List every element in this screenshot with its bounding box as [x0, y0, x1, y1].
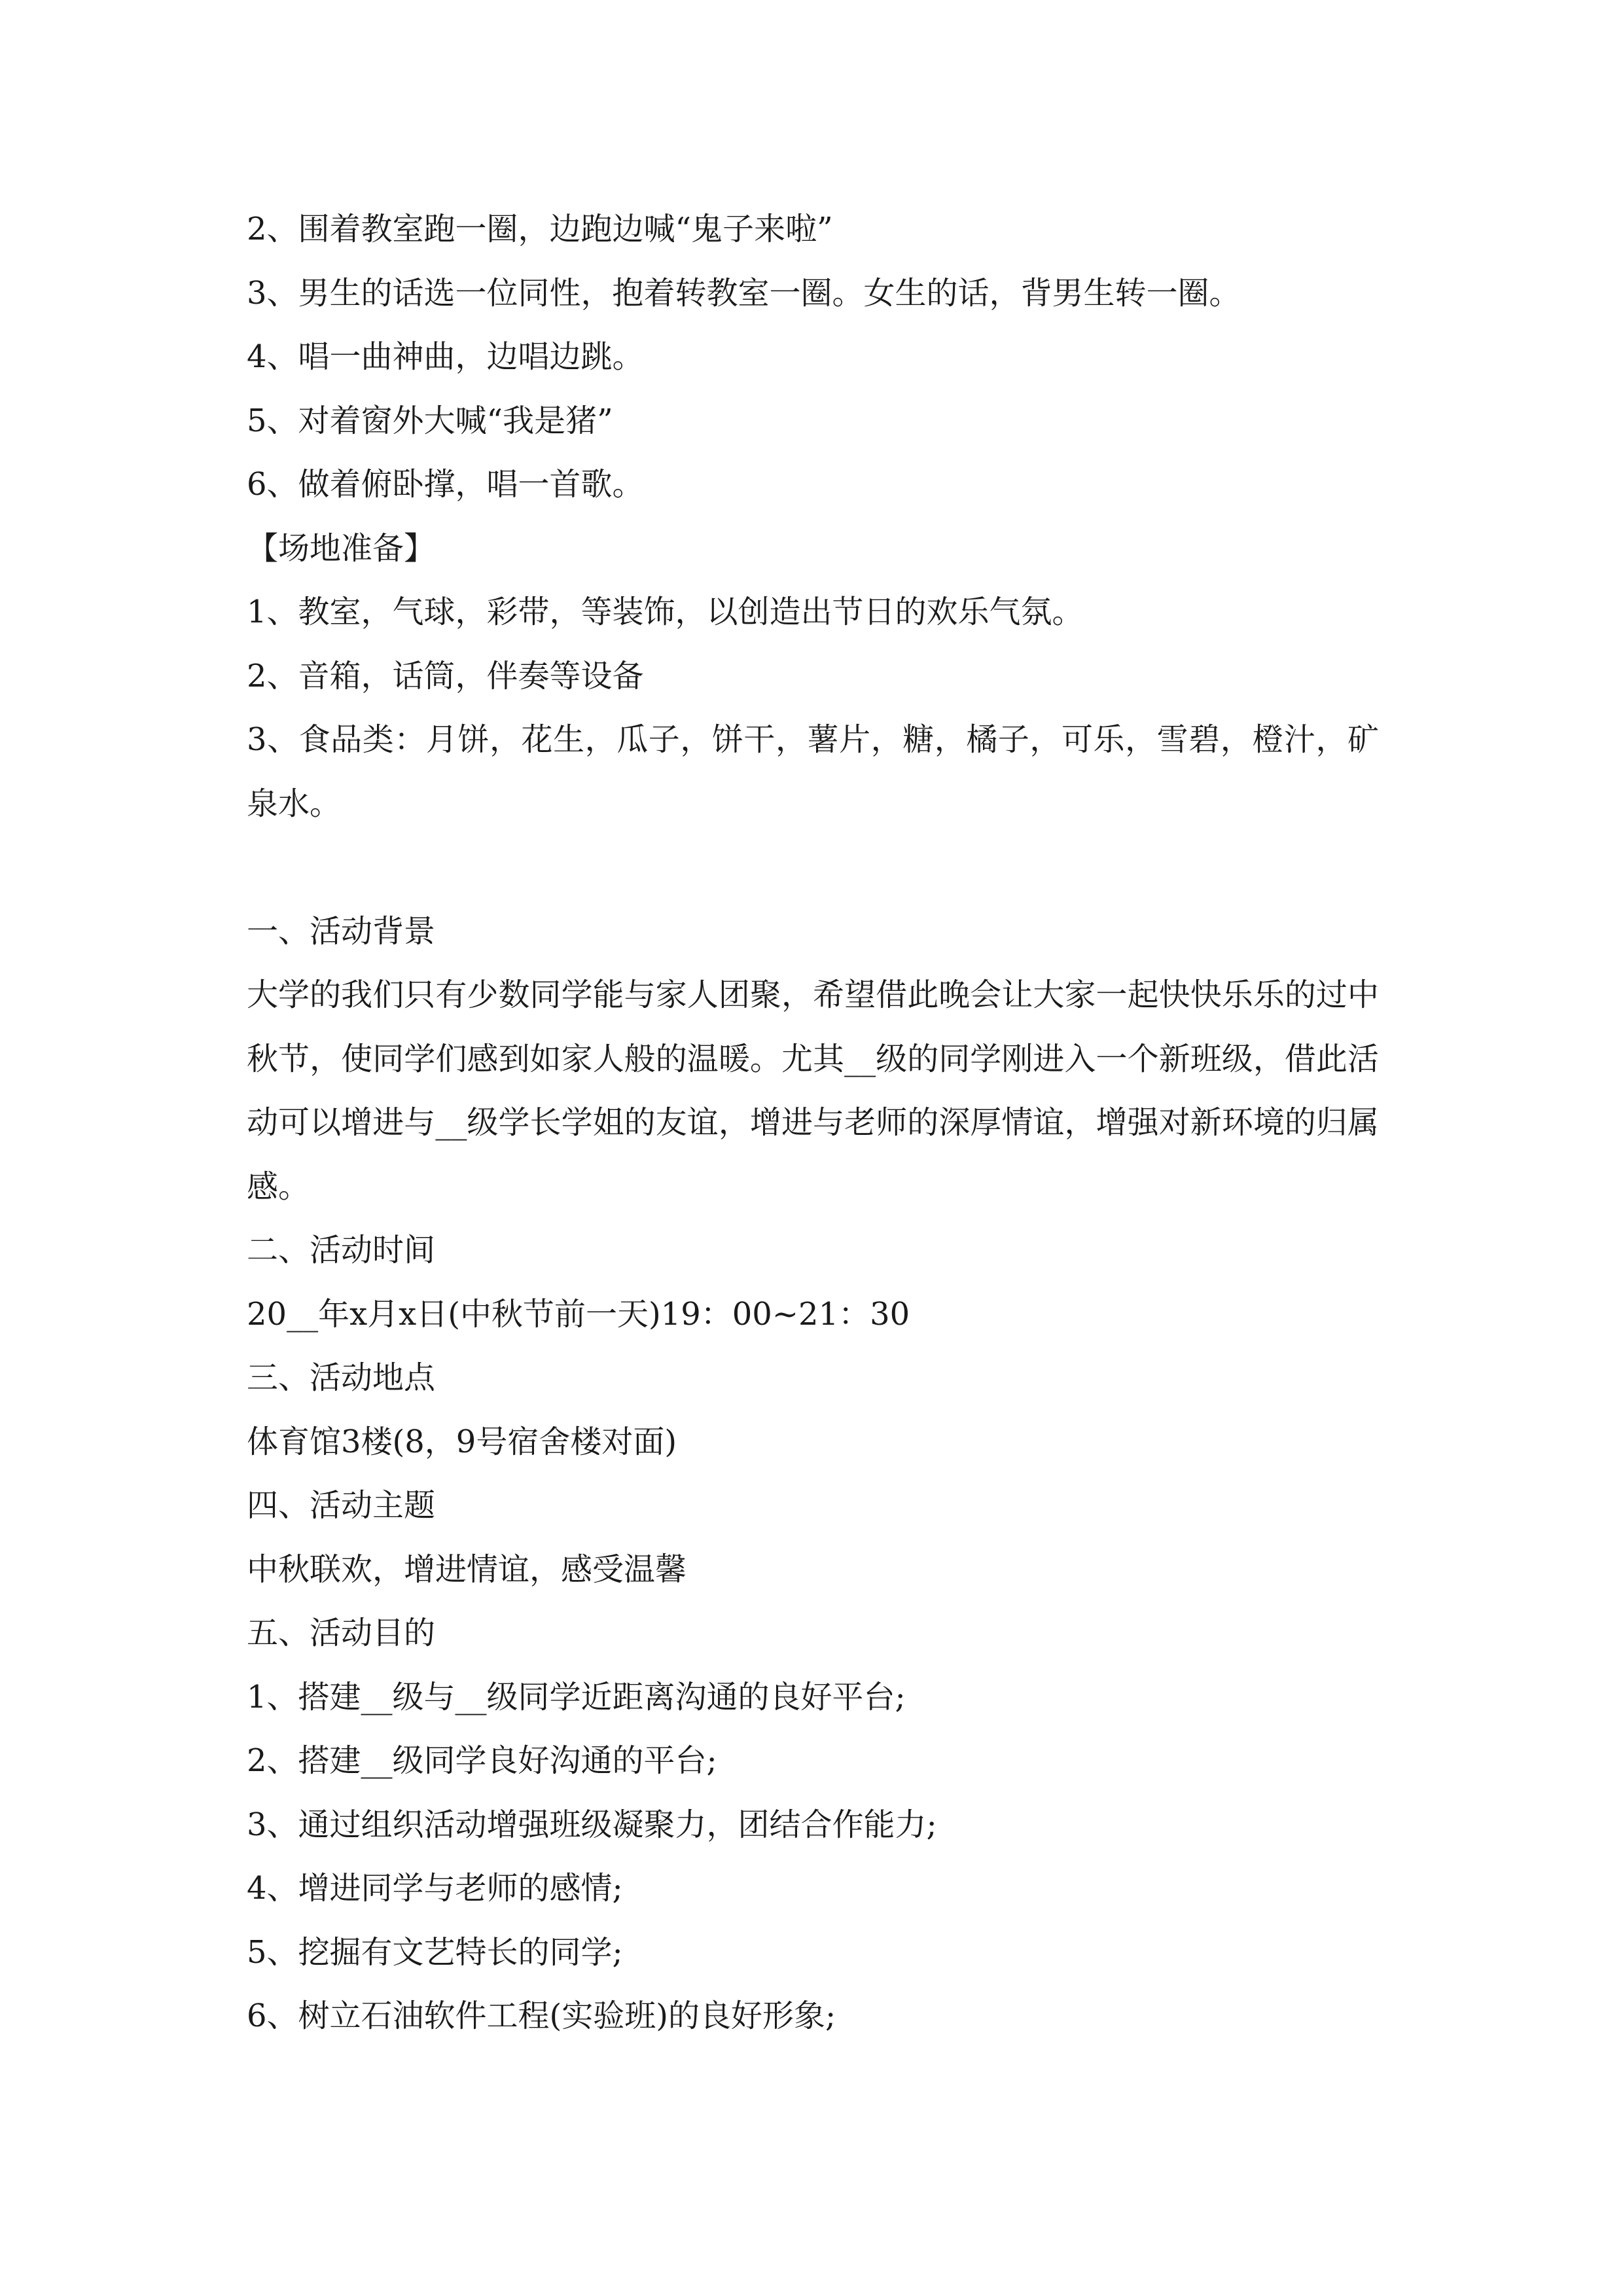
background-heading: 一、活动背景	[247, 912, 436, 950]
location-value: 体育馆3楼(8，9号宿舍楼对面)	[247, 1423, 677, 1460]
purpose-item-1: 1、搭建__级与__级同学近距离沟通的良好平台;	[247, 1678, 906, 1715]
game-item-5: 5、对着窗外大喊“我是猪”	[247, 402, 613, 439]
venue-heading: 【场地准备】	[247, 529, 436, 567]
location-heading: 三、活动地点	[247, 1359, 436, 1396]
theme-heading: 四、活动主题	[247, 1487, 436, 1524]
game-item-3: 3、男生的话选一位同性，抱着转教室一圈。女生的话，背男生转一圈。	[247, 274, 1241, 312]
purpose-item-4: 4、增进同学与老师的感情;	[247, 1870, 623, 1907]
purpose-item-3: 3、通过组织活动增强班级凝聚力，团结合作能力;	[247, 1806, 937, 1843]
time-value: 20__年x月x日(中秋节前一天)19：00~21：30	[247, 1295, 910, 1333]
document-body	[247, 198, 1379, 2049]
game-item-4: 4、唱一曲神曲，边唱边跳。	[247, 338, 644, 375]
purpose-item-5: 5、挖掘有文艺特长的同学;	[247, 1933, 623, 1971]
background-paragraph: 大学的我们只有少数同学能与家人团聚，希望借此晚会让大家一起快快乐乐的过中秋节，使同学们感到如家人般的温暖。尤其__级的同学刚进入一个新班级，借此活动可以增进与__级学长学姐的友谊，增进与老师的深厚情谊，增强对新环境的归属感。	[247, 977, 1379, 1205]
venue-item-2: 2、音箱，话筒，伴奏等设备	[247, 657, 644, 694]
purpose-item-6: 6、树立石油软件工程(实验班)的良好形象;	[247, 1998, 836, 2034]
venue-item-1: 1、教室，气球，彩带，等装饰，以创造出节日的欢乐气氛。	[247, 594, 1084, 630]
theme-value: 中秋联欢，增进情谊，感受温馨	[247, 1551, 687, 1588]
game-item-6: 6、做着俯卧撑，唱一首歌。	[247, 466, 644, 503]
section-spacer	[247, 836, 1379, 900]
time-heading: 二、活动时间	[247, 1232, 436, 1268]
purpose-item-2: 2、搭建__级同学良好沟通的平台;	[247, 1742, 717, 1779]
purpose-heading: 五、活动目的	[247, 1615, 436, 1651]
game-item-2: 2、围着教室跑一圈，边跑边喊“鬼子来啦”	[247, 211, 833, 247]
venue-item-3-food: 3、食品类：月饼，花生，瓜子，饼干，薯片，糖，橘子，可乐，雪碧，橙汁，矿泉水。	[247, 721, 1379, 822]
